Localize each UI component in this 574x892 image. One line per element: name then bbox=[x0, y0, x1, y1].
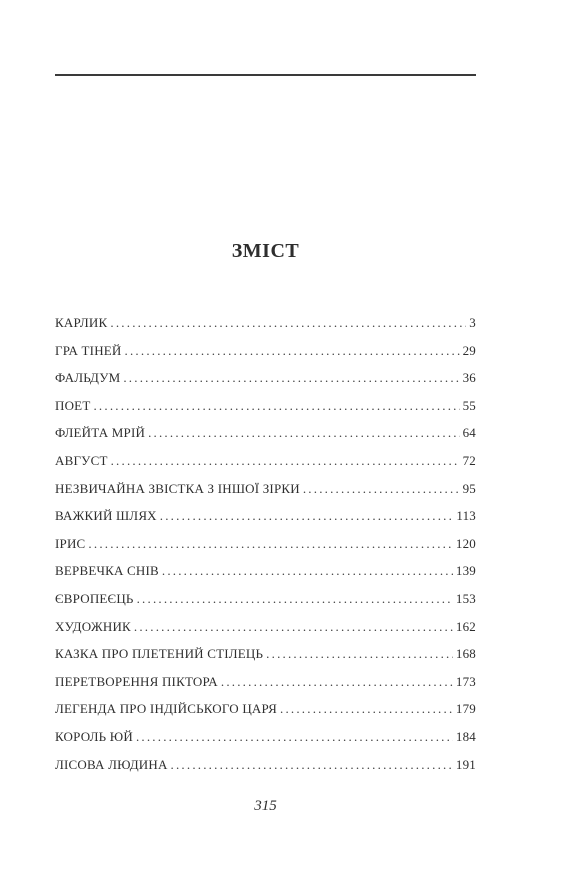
toc-entry-title: ГРА ТІНЕЙ bbox=[55, 342, 122, 358]
toc-entry bbox=[55, 398, 476, 426]
page-title: ЗМІСТ bbox=[231, 240, 300, 262]
toc-leader-dots bbox=[125, 343, 460, 359]
toc-entry-page: 139 bbox=[455, 563, 476, 579]
toc-entry-title: НЕЗВИЧАЙНА ЗВІСТКА З ІНШОЇ ЗІРКИ bbox=[55, 480, 300, 496]
toc-leader-dots bbox=[148, 425, 460, 441]
toc-entry bbox=[55, 370, 476, 398]
toc-entry-page: 120 bbox=[455, 535, 476, 551]
toc-leader-dots bbox=[137, 591, 453, 607]
toc-entry bbox=[55, 646, 476, 674]
toc-entry-page: 162 bbox=[455, 618, 476, 634]
toc-entry-title: ХУДОЖНИК bbox=[55, 618, 131, 634]
toc-entry-page: 179 bbox=[455, 701, 476, 717]
toc-entry-page: 113 bbox=[456, 508, 476, 524]
toc-entry bbox=[55, 315, 476, 343]
toc-entry-title: КАЗКА ПРО ПЛЕТЕНИЙ СТІЛЕЦЬ bbox=[55, 646, 264, 662]
toc-entry-title: ВАЖКИЙ ШЛЯХ bbox=[55, 508, 157, 524]
toc-entry-page: 29 bbox=[462, 342, 476, 358]
toc-entry-page: 184 bbox=[455, 728, 476, 744]
toc-entry-title: ПОЕТ bbox=[55, 397, 91, 413]
toc-leader-dots bbox=[134, 619, 453, 635]
toc-entry bbox=[55, 729, 476, 757]
toc-entry-page: 95 bbox=[462, 480, 476, 496]
toc-leader-dots bbox=[111, 453, 460, 469]
toc-entry bbox=[55, 508, 476, 536]
toc-entry-title: ФЛЕЙТА МРІЙ bbox=[55, 425, 146, 441]
toc-leader-dots bbox=[160, 508, 454, 524]
toc-entry-page: 173 bbox=[455, 673, 476, 689]
toc-leader-dots bbox=[280, 701, 453, 717]
toc-leader-dots bbox=[123, 370, 459, 386]
toc-entry-title: ВЕРВЕЧКА СНІВ bbox=[55, 563, 159, 579]
toc-entry bbox=[55, 674, 476, 702]
toc-leader-dots bbox=[93, 398, 459, 414]
header-rule bbox=[55, 74, 476, 76]
toc-leader-dots bbox=[266, 646, 453, 662]
toc-entry-page: 191 bbox=[455, 756, 476, 772]
toc-entry-title: ПЕРЕТВОРЕННЯ ПІКТОРА bbox=[55, 673, 218, 689]
toc-entry bbox=[55, 591, 476, 619]
toc-leader-dots bbox=[110, 315, 466, 331]
toc-entry bbox=[55, 453, 476, 481]
toc-entry-title: ЄВРОПЕЄЦЬ bbox=[55, 590, 134, 606]
toc-entry bbox=[55, 563, 476, 591]
toc-entry bbox=[55, 619, 476, 647]
toc-leader-dots bbox=[221, 674, 453, 690]
table-of-contents bbox=[55, 315, 476, 784]
toc-entry bbox=[55, 481, 476, 509]
toc-entry-page: 153 bbox=[455, 590, 476, 606]
toc-entry bbox=[55, 757, 476, 785]
toc-entry-page: 64 bbox=[462, 425, 476, 441]
toc-leader-dots bbox=[136, 729, 453, 745]
toc-leader-dots bbox=[303, 481, 460, 497]
toc-entry bbox=[55, 343, 476, 371]
toc-entry-title: ФАЛЬДУМ bbox=[55, 370, 121, 386]
toc-leader-dots bbox=[88, 536, 452, 552]
toc-entry-title: АВГУСТ bbox=[55, 452, 108, 468]
toc-entry bbox=[55, 536, 476, 564]
toc-entry bbox=[55, 701, 476, 729]
toc-entry-title: ІРИС bbox=[55, 535, 86, 551]
page-number: 315 bbox=[254, 798, 277, 814]
toc-entry-title: КОРОЛЬ ЮЙ bbox=[55, 728, 133, 744]
toc-entry-page: 168 bbox=[455, 646, 476, 662]
toc-entry-page: 55 bbox=[462, 397, 476, 413]
toc-entry-title: КАРЛИК bbox=[55, 315, 108, 330]
toc-entry-page: 36 bbox=[462, 370, 476, 386]
toc-entry bbox=[55, 425, 476, 453]
toc-entry-title: ЛЕГЕНДА ПРО ІНДІЙСЬКОГО ЦАРЯ bbox=[55, 701, 277, 717]
toc-entry-title: ЛІСОВА ЛЮДИНА bbox=[55, 756, 168, 772]
toc-leader-dots bbox=[162, 563, 453, 579]
toc-leader-dots bbox=[171, 757, 453, 773]
toc-entry-page: 3 bbox=[469, 315, 476, 330]
toc-entry-page: 72 bbox=[462, 452, 476, 468]
